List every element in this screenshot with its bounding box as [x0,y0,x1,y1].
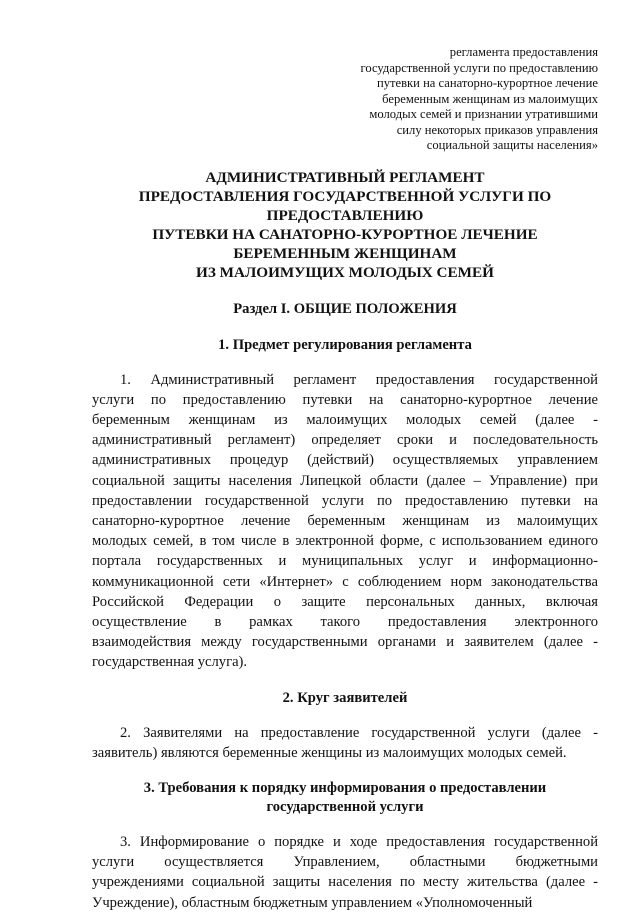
paragraph-line: учреждениями социальной защиты населения по месту жительства (далее - [92,874,598,891]
header-note-line: государственной услуги по предоставлению [360,60,598,75]
section-title: Раздел I. ОБЩИЕ ПОЛОЖЕНИЯ [233,300,457,317]
paragraph-line: 3. Информирование о порядке и ходе предоставления государственной [120,833,598,850]
document-title-line: АДМИНИСТРАТИВНЫЙ РЕГЛАМЕНТ [205,168,485,186]
paragraph [92,370,598,673]
header-note-line: силу некоторых приказов управления [396,122,598,137]
paragraph-line: административных процедур (действий) осуществляемых управлением [92,452,598,469]
paragraph [92,723,598,763]
document-title-line: ПРЕДОСТАВЛЕНИЯ ГОСУДАРСТВЕННОЙ УСЛУГИ ПО [138,187,552,205]
paragraph-line: взаимодействия между государственными органами и заявителем (далее - [92,634,598,651]
paragraph-line: предоставлении государственной услуги по предоставлению путевки на [92,492,598,509]
paragraph-line: 2. Заявителями на предоставление государственной услуги (далее - [120,724,598,741]
paragraph-line: услуги осуществляется Управлением, областными бюджетными [92,854,598,871]
subsection-heading-line: государственной услуги [266,798,424,815]
paragraph-line: молодых семей, в том числе в электронной форме, с использованием единого [92,533,598,550]
subsection-heading [92,336,598,355]
header-note-line: молодых семей и признании утратившими [369,107,598,121]
paragraph-line: административный регламент) определяет сроки и последовательность [92,432,598,449]
paragraph-line: 1. Административный регламент предоставления государственной [120,371,598,388]
paragraph-line: заявитель) являются беременные женщины из малоимущих молодых семей. [92,744,567,761]
header-note-line: беременным женщинам из малоимущих [382,91,598,106]
header-note [92,45,598,154]
subsection-heading-line: 3. Требования к порядку информирования о предоставлении [143,779,547,796]
paragraph-line: Учреждение), областным бюджетным управлением «Уполномоченный [92,894,533,911]
paragraph-line: портала государственных и муниципальных услуг и информационно- [92,553,598,570]
header-note-line: путевки на санаторно-курортное лечение [376,76,598,90]
document-title-line: БЕРЕМЕННЫМ ЖЕНЩИНАМ [233,244,457,262]
subsection-heading [92,779,598,817]
paragraph-line: санаторно-курортное лечение беременным женщинам из малоимущих [92,512,598,529]
document-title-line: ПРЕДОСТАВЛЕНИЮ [266,206,424,224]
paragraph-line: услуги по предоставлению путевки на санаторно-курортное лечение [92,391,598,408]
header-note-line: социальной защиты населения» [426,138,598,152]
header-note-line: регламента предоставления [449,45,598,59]
subsection-heading-line: 1. Предмет регулирования регламента [218,336,472,353]
subsection-heading [92,689,598,708]
paragraph-line: Российской Федерации о защите персональных данных, включая [92,593,598,610]
document-title-line: ПУТЕВКИ НА САНАТОРНО-КУРОРТНОЕ ЛЕЧЕНИЕ [152,225,538,243]
subsection-heading-line: 2. Круг заявителей [282,689,408,706]
paragraph-line: государственная услуга). [92,654,248,671]
paragraph-line: осуществление в рамках такого предоставления электронного [92,613,598,630]
paragraph-line: социальной защиты населения Липецкой области (далее – Управление) при [92,472,598,489]
paragraph [92,832,598,913]
document-title-line: ИЗ МАЛОИМУЩИХ МОЛОДЫХ СЕМЕЙ [196,263,494,281]
paragraph-line: беременным женщинам из малоимущих молодых семей (далее - [92,411,598,428]
document-title [92,168,598,282]
paragraph-line: коммуникационной сети «Интернет» с соблюдением норм законодательства [92,573,598,590]
